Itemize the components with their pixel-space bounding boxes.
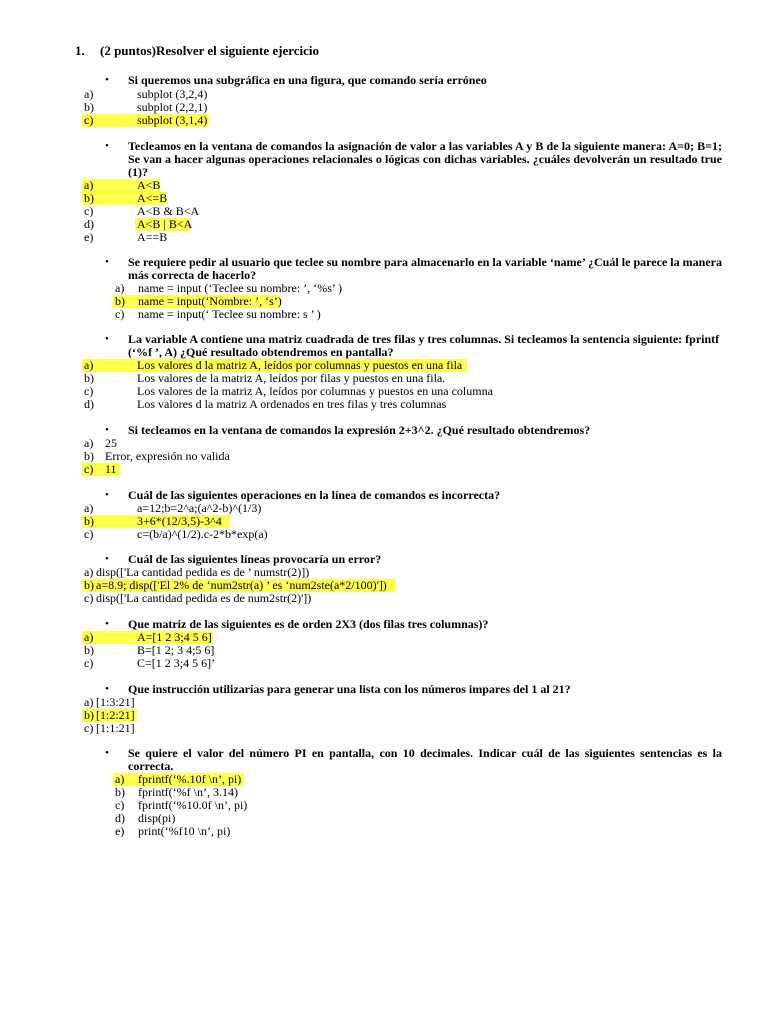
option-text: name = input (‘Teclee su nombre: ’, ‘%s’ ) <box>138 281 342 295</box>
option-label: c) <box>84 656 94 670</box>
bullet-icon: • <box>105 424 109 436</box>
option-text: disp(pi) <box>138 811 176 825</box>
option-label: b) <box>84 643 94 657</box>
section-title: (2 puntos)Resolver el siguiente ejercicio <box>100 43 320 58</box>
option-text: subplot (2,2,1) <box>137 100 208 114</box>
option-label: d) <box>84 397 94 411</box>
option-label: b) <box>84 514 94 528</box>
question-4: La variable A contiene una matriz cuadrada de tres filas y tres columnas. Si tecleamos la sentencia siguiente: fprintf (‘%f ’, A) ¿Qué resultado obtendremos en pantalla? <box>128 332 720 359</box>
bullet-icon: • <box>105 747 109 759</box>
option-text: fprintf(‘%f \n’, 3.14) <box>138 785 238 799</box>
option-label: c) <box>84 721 94 735</box>
option-label: c) <box>84 591 94 605</box>
bullet-icon: • <box>105 140 109 152</box>
bullet-icon: • <box>105 553 109 565</box>
question-1: Si queremos una subgráfica en una figura, que comando sería erróneo <box>128 73 487 87</box>
option-text-correct: subplot (3,1,4) <box>137 113 208 127</box>
option-label: a) <box>84 436 94 450</box>
option-label: b) <box>84 100 94 114</box>
option-label: a) <box>84 178 94 192</box>
option-text: Los valores de la matriz A, leídos por columnas y puestos en una columna <box>137 384 493 398</box>
option-text-correct: A<B | B<A <box>137 217 193 231</box>
option-label: a) <box>84 695 94 709</box>
question-6: Cuál de las siguientes operaciones en la línea de comandos es incorrecta? <box>128 488 501 502</box>
option-label: b) <box>115 294 125 308</box>
option-label: a) <box>84 501 94 515</box>
option-text-correct: fprintf(‘%.10f \n’, pi) <box>138 772 242 786</box>
option-label: a) <box>115 281 125 295</box>
bullet-icon: • <box>105 74 109 86</box>
option-text-correct: name = input(‘Nombre: ’, ‘s’) <box>138 294 282 308</box>
option-label: b) <box>84 708 94 722</box>
question-10: Se quiere el valor del número PI en pantalla, con 10 decimales. Indicar cuál de las siguientes sentencias es la correcta. <box>128 746 722 773</box>
option-label: b) <box>84 191 94 205</box>
option-text: A<B & B<A <box>137 204 200 218</box>
option-label: e) <box>84 230 94 244</box>
option-label: d) <box>84 217 94 231</box>
option-label: a) <box>115 772 125 786</box>
option-label: c) <box>84 113 94 127</box>
question-5: Si tecleamos en la ventana de comandos la expresión 2+3^2. ¿Qué resultado obtendremos? <box>128 423 591 437</box>
section-number: 1. <box>75 43 85 58</box>
bullet-icon: • <box>105 256 109 268</box>
question-8: Que matriz de las siguientes es de orden 2X3 (dos filas tres columnas)? <box>128 617 489 631</box>
question-2: Tecleamos en la ventana de comandos la asignación de valor a las variables A y B de la siguiente manera: A=0; B=1; Se van a hacer algunas operaciones relacionales o lógicas con dichas variables. ¿cuáles devolverán un resultado true (1)? <box>128 139 722 179</box>
option-label: e) <box>115 824 125 838</box>
option-text-correct: A=[1 2 3;4 5 6] <box>137 630 212 644</box>
option-text: Error, expresión no valida <box>105 449 230 463</box>
question-7: Cuál de las siguientes líneas provocaría un error? <box>128 552 382 566</box>
option-text: print(‘%f10 \n’, pi) <box>138 824 231 838</box>
option-text: disp(['La cantidad pedida es de ’ numstr(2)]) <box>96 565 310 579</box>
question-9: Que instrucción utilizarías para generar una lista con los números impares del 1 al 21? <box>128 682 571 696</box>
option-text-correct: 3+6*(12/3,5)-3^4 <box>137 514 222 528</box>
option-text: [1:3:21] <box>96 695 135 709</box>
option-label: c) <box>84 204 94 218</box>
option-label: b) <box>115 785 125 799</box>
option-text: B=[1 2; 3 4;5 6] <box>137 643 215 657</box>
option-text-correct: Los valores d la matriz A, leídos por columnas y puestos en una fila <box>137 358 463 372</box>
option-text-correct: A<=B <box>137 191 168 205</box>
option-text: C=[1 2 3;4 5 6]’ <box>137 656 216 670</box>
option-text-correct: 11 <box>105 462 117 476</box>
option-text: fprintf(‘%10.0f \n’, pi) <box>138 798 248 812</box>
option-text-correct: [1:2:21] <box>96 708 135 722</box>
option-label: a) <box>84 358 94 372</box>
bullet-icon: • <box>105 333 109 345</box>
option-label: c) <box>84 462 94 476</box>
option-label: a) <box>84 565 94 579</box>
question-3: Se requiere pedir al usuario que teclee su nombre para almacenarlo en la variable ‘name’ ¿Cuál le parece la manera más correcta de hacerlo? <box>128 255 722 282</box>
option-text: A==B <box>137 230 168 244</box>
option-text: name = input(‘ Teclee su nombre: s ’ ) <box>138 307 321 321</box>
option-label: c) <box>115 307 125 321</box>
option-label: a) <box>84 87 94 101</box>
option-text-correct: A<B <box>137 178 161 192</box>
option-label: b) <box>84 578 94 592</box>
option-text: disp(['La cantidad pedida es de num2str(2)']) <box>96 591 312 605</box>
option-label: a) <box>84 630 94 644</box>
option-label: c) <box>115 798 125 812</box>
option-text: c=(b/a)^(1/2).c-2*b*exp(a) <box>137 527 268 541</box>
option-text: a=12;b=2^a;(a^2-b)^(1/3) <box>137 501 262 515</box>
option-text: Los valores d la matriz A ordenados en tres filas y tres columnas <box>137 397 447 411</box>
option-text: subplot (3,2,4) <box>137 87 208 101</box>
bullet-icon: • <box>105 489 109 501</box>
bullet-icon: • <box>105 683 109 695</box>
option-label: b) <box>84 449 94 463</box>
option-text: 25 <box>105 436 117 450</box>
option-text-correct: a=8.9; disp(['El 2% de ‘num2str(a) ’ es ‘num2ste(a*2/100)']) <box>96 578 387 592</box>
option-label: c) <box>84 384 94 398</box>
option-label: d) <box>115 811 125 825</box>
option-label: b) <box>84 371 94 385</box>
option-text: Los valores de la matriz A, leídos por filas y puestos en una fila. <box>137 371 446 385</box>
option-text: [1:1:21] <box>96 721 135 735</box>
option-label: c) <box>84 527 94 541</box>
bullet-icon: • <box>105 618 109 630</box>
